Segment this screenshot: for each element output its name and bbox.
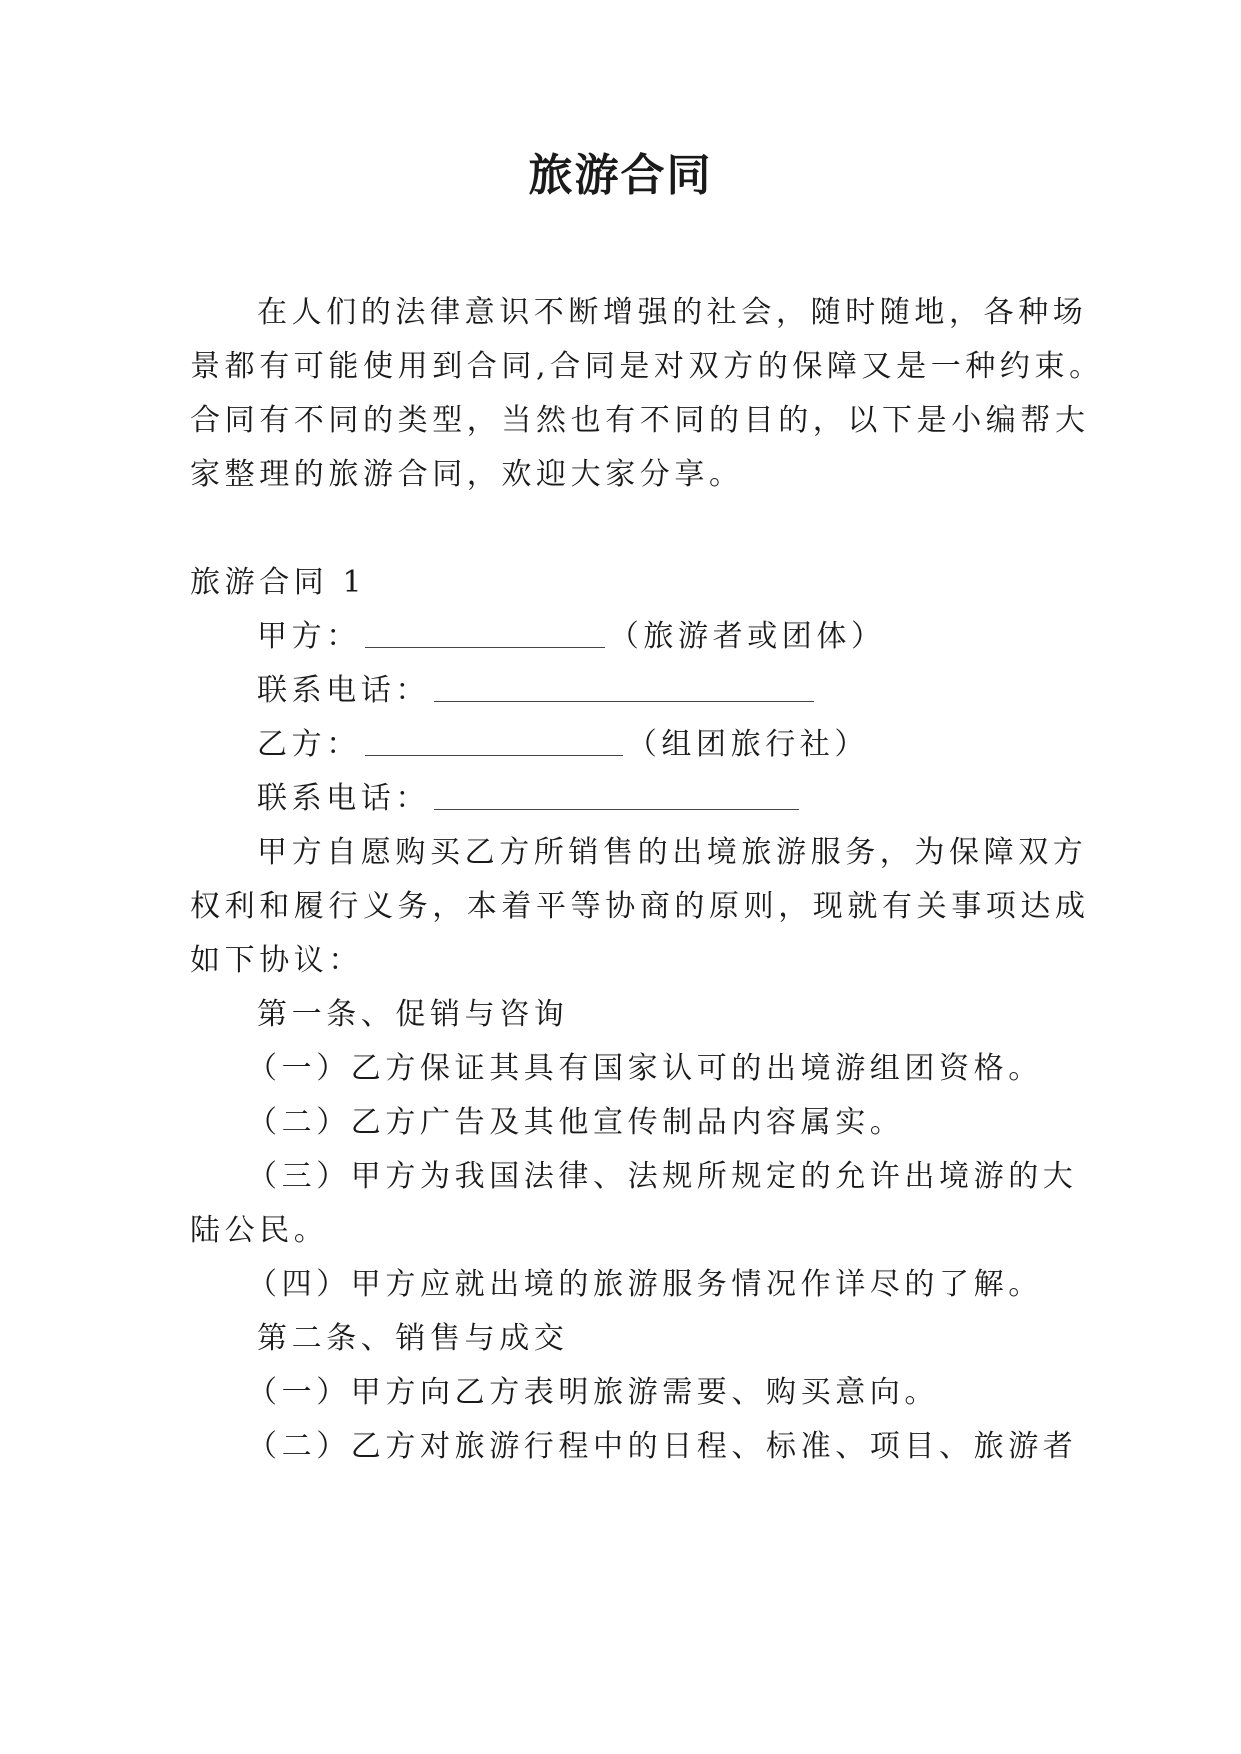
phone-b-blank (434, 785, 799, 810)
phone-a-label: 联系电话： (257, 673, 430, 708)
party-a-blank (365, 623, 605, 648)
intro-line: 家整理的旅游合同，欢迎大家分享。 (190, 457, 744, 492)
phone-b-row (257, 781, 803, 816)
section-title: 旅游合同 1 (190, 565, 367, 600)
party-a-label: 甲方： (257, 619, 361, 654)
intro-line: 在人们的法律意识不断增强的社会，随时随地，各种场 (257, 295, 1088, 330)
article-heading: 第一条、促销与咨询 (257, 997, 569, 1032)
intro-line: 景都有可能使用到合同,合同是对双方的保障又是一种约束。 (190, 349, 1104, 384)
article-heading: 第二条、销售与成交 (257, 1321, 569, 1356)
body-line: （一）甲方向乙方表明旅游需要、购买意向。 (247, 1375, 939, 1410)
party-b-note: （组团旅行社） (626, 727, 870, 762)
body-line: （三）甲方为我国法律、法规所规定的允许出境游的大 (247, 1159, 1078, 1194)
party-b-blank (365, 731, 623, 756)
intro-line: 合同有不同的类型，当然也有不同的目的，以下是小编帮大 (190, 403, 1090, 438)
party-a-note: （旅游者或团体） (608, 619, 886, 654)
body-line: （四）甲方应就出境的旅游服务情况作详尽的了解。 (247, 1267, 1043, 1302)
party-a-row (257, 619, 886, 654)
document-title: 旅游合同 (528, 150, 713, 201)
party-b-label: 乙方： (257, 727, 361, 762)
body-line: 如下协议： (190, 943, 363, 978)
phone-a-row (257, 673, 818, 708)
body-line: 陆公民。 (190, 1213, 329, 1248)
phone-a-blank (434, 677, 814, 702)
phone-b-label: 联系电话： (257, 781, 430, 816)
body-line: 权利和履行义务，本着平等协商的原则，现就有关事项达成 (190, 889, 1090, 924)
body-line: （二）乙方广告及其他宣传制品内容属实。 (247, 1105, 905, 1140)
body-line: （二）乙方对旅游行程中的日程、标准、项目、旅游者 (247, 1429, 1078, 1464)
party-b-row (257, 727, 870, 762)
body-line: （一）乙方保证其具有国家认可的出境游组团资格。 (247, 1051, 1043, 1086)
body-line: 甲方自愿购买乙方所销售的出境旅游服务，为保障双方 (257, 835, 1088, 870)
